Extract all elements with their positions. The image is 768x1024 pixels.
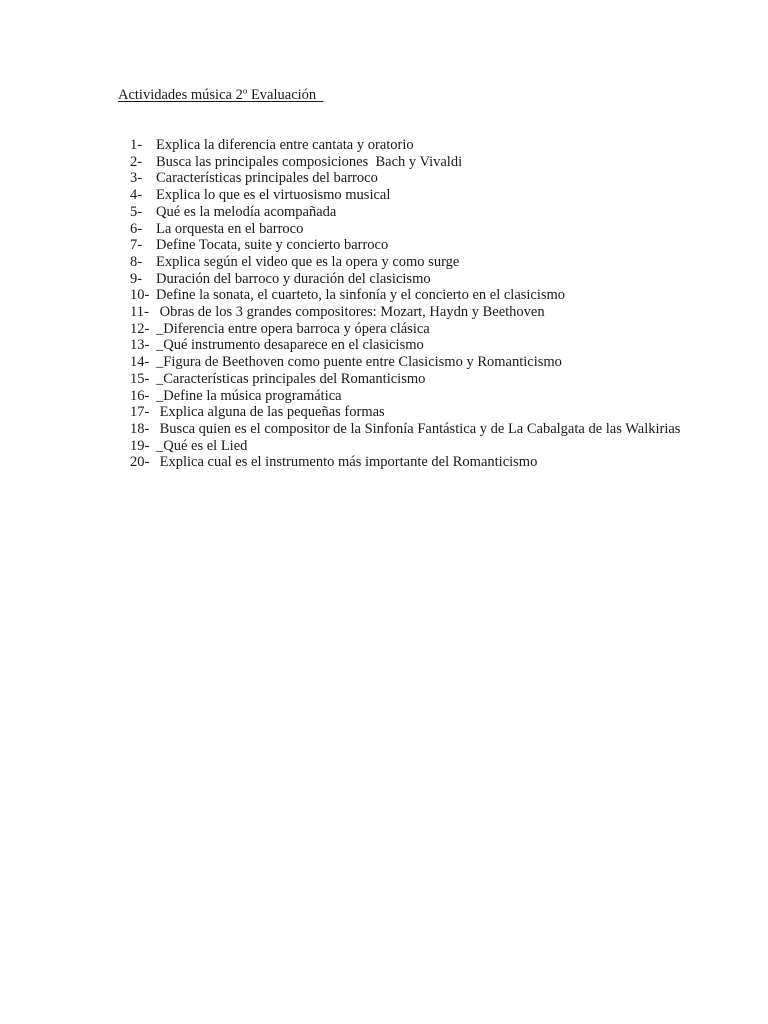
item-number: 2- <box>130 153 143 170</box>
list-item <box>130 154 690 171</box>
list-item <box>130 438 690 455</box>
item-text: La orquesta en el barroco <box>156 220 304 237</box>
item-number: 16- <box>130 387 150 404</box>
item-number: 15- <box>130 370 150 387</box>
item-text: Explica la diferencia entre cantata y oratorio <box>156 137 414 153</box>
item-number: 4- <box>130 187 143 204</box>
item-number: 10- <box>130 287 150 304</box>
item-text: _Características principales del Romanticismo <box>156 370 426 387</box>
item-text: _Qué instrumento desaparece en el clasicismo <box>156 337 424 354</box>
item-text: _Diferencia entre opera barroca y ópera clásica <box>156 320 430 337</box>
item-text: Qué es la melodía acompañada <box>156 203 337 220</box>
list-item <box>130 254 690 271</box>
item-number: 14- <box>130 354 150 371</box>
item-text: Explica alguna de las pequeñas formas <box>156 404 385 421</box>
item-number: 18- <box>130 420 150 437</box>
item-text: Define Tocata, suite y concierto barroco <box>156 237 389 254</box>
list-item <box>130 187 690 204</box>
item-text: Explica lo que es el virtuosismo musical <box>156 187 391 204</box>
item-text: Explica según el video que es la opera y como surge <box>156 253 460 270</box>
item-number: 6- <box>130 220 143 237</box>
list-item <box>130 388 690 405</box>
item-text: Obras de los 3 grandes compositores: Mozart, Haydn y Beethoven <box>156 304 545 321</box>
item-number: 3- <box>130 170 143 187</box>
list-item <box>130 221 690 238</box>
item-text: Define la sonata, el cuarteto, la sinfonía y el concierto en el clasicismo <box>156 287 566 304</box>
list-item <box>130 287 690 304</box>
list-item <box>130 371 690 388</box>
item-number: 7- <box>130 237 143 254</box>
list-item <box>130 354 690 371</box>
item-text: Características principales del barroco <box>156 170 378 187</box>
list-item <box>130 237 690 254</box>
list-item <box>130 170 690 187</box>
item-text: Duración del barroco y duración del clasicismo <box>156 270 431 287</box>
item-number: 8- <box>130 253 143 270</box>
item-text: _Qué es el Lied <box>156 437 248 454</box>
item-text: Busca las principales composiciones Bach y Vivaldi <box>156 153 463 170</box>
item-number: 20- <box>130 454 150 471</box>
list-item <box>130 337 690 354</box>
item-number: 19- <box>130 437 150 454</box>
item-text: _Define la música programática <box>156 387 342 404</box>
item-number: 1- <box>130 137 143 153</box>
item-text: Explica cual es el instrumento más importante del Romanticismo <box>156 454 538 471</box>
item-number: 13- <box>130 337 150 354</box>
list-item <box>130 137 690 154</box>
list-item <box>130 271 690 288</box>
item-number: 17- <box>130 404 150 421</box>
list-item <box>130 204 690 221</box>
list-item <box>130 404 690 421</box>
item-text: Busca quien es el compositor de la Sinfonía Fantástica y de La Cabalgata de las Walkirias <box>156 420 681 437</box>
item-number: 5- <box>130 203 143 220</box>
item-number: 9- <box>130 270 143 287</box>
document-title: Actividades música 2º Evaluación <box>118 87 324 103</box>
item-text: _Figura de Beethoven como puente entre Clasicismo y Romanticismo <box>156 354 562 371</box>
item-number: 11- <box>130 304 149 321</box>
activity-list <box>130 137 690 471</box>
list-item <box>130 321 690 338</box>
list-item <box>130 421 690 438</box>
list-item <box>130 454 690 471</box>
item-number: 12- <box>130 320 150 337</box>
list-item <box>130 304 690 321</box>
